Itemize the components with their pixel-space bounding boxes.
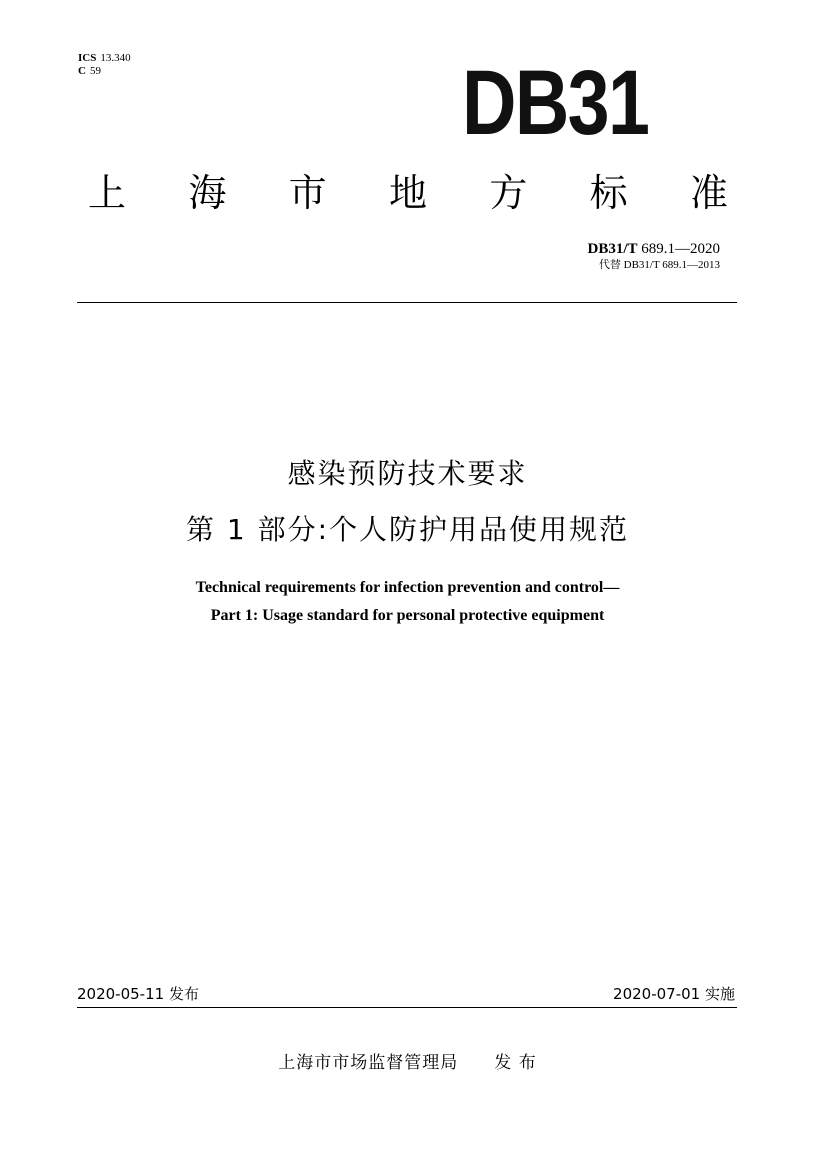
- publisher-action: 发 布: [494, 1053, 537, 1073]
- title-en-line2: Part 1: Usage standard for personal protective equipment: [210, 607, 605, 624]
- db31-logo: DB31: [462, 52, 649, 154]
- ccs-label: C: [78, 65, 86, 77]
- ics-label: ICS: [78, 52, 97, 64]
- standard-type-title: [88, 168, 728, 218]
- header-divider: [77, 302, 737, 303]
- standard-number: DB31/T 689.1—2020: [587, 241, 720, 257]
- replaces-standard: 代替 DB31/T 689.1—2013: [598, 259, 720, 271]
- title-cn-line2: 第 1 部分:个人防护用品使用规范: [185, 513, 630, 546]
- publisher-org: 上海市市场监督管理局: [278, 1053, 459, 1073]
- title-en-line1: Technical requirements for infection prevention and control—: [195, 579, 620, 596]
- standard-type-char: 地: [388, 171, 427, 215]
- standard-type-char: 标: [589, 171, 628, 215]
- standard-type-char: 市: [288, 171, 327, 215]
- footer-divider: [77, 1007, 737, 1008]
- title-cn-line1: 感染预防技术要求: [287, 457, 528, 490]
- ics-code: 13.340: [100, 52, 131, 64]
- classification-codes: [78, 52, 131, 78]
- standard-codes: [587, 240, 720, 272]
- standard-type-char: 准: [689, 171, 728, 215]
- standard-type-char: 上: [88, 171, 127, 215]
- publisher: [0, 1048, 815, 1073]
- implementation-date: 2020-07-01 实施: [613, 985, 735, 1003]
- issue-date: 2020-05-11 发布: [77, 985, 199, 1003]
- standard-type-char: 方: [489, 171, 528, 215]
- ccs-code: 59: [89, 65, 101, 77]
- standard-type-char: 海: [188, 171, 227, 215]
